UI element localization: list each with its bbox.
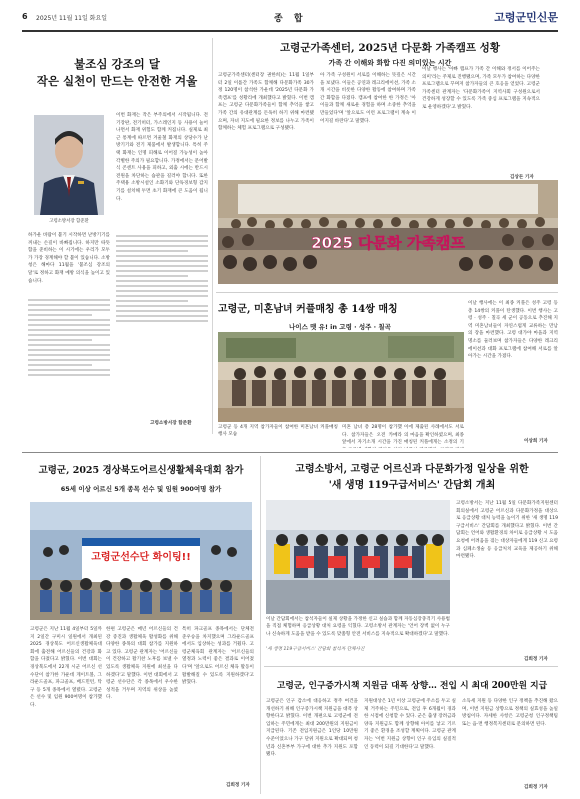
camp-col3-text: 이날 행사는 '아빠 랩프가 가족 간 이해와 정서를 이어주는 의미'라는 주제로 진행됐으며, 가족 모두가 참여하는 다양한 프로그램으로 꾸며져 참가자들의 큰 호응을 얻었다. 고령군가족센터 관계자는 '다문화가족이 지역사회 구성원으로서 건강하게 성장할 수 있도록 가족 중심 프로그램을 지속적으로 운영하겠다'고 밝혔다. [422, 67, 540, 110]
camp-col2 [320, 72, 416, 176]
portrait-caption: 고령소방서장 함준환 [49, 219, 89, 224]
sports-col2 [106, 626, 178, 790]
column-right-text: 이번 화재는 작은 부주의에서 시작됩니다. 전기장판, 전기히터, 가스레인지 등 사용이 늘어나면서 화재 위험도 함께 커집니다. 실제로 최근 통계에 따르면 겨울철 화재의 상당수가 난방기기와 전기 제품에서 발생합니다. 특히 주택 화재는 인명 피해로 이어질 가능성이 높아 각별한 주의가 필요합니다. 가정에서는 문어발식 콘센트 사용을 피하고, 외출 시에는 반드시 전원을 차단하는 습관을 길러야 합니다. 또한 주택용 소방시설인 소화기와 단독경보형 감지기를 설치해 두면 초기 화재에 큰 도움이 됩니다. [116, 113, 208, 202]
support-col2-text: 지원대상은 1년 이상 고령군에 주소를 두고 실제 거주하는 주민으로, 전입 후 6개월이 경과한 시점에 신청할 수 있다. 군은 출생 장려금과 양육 지원금도 함께 상향해 아이를 낳고 기르기 좋은 환경을 조성할 계획이다. 고령군 관계자는 '이번 지원금 상향이 인구 유입의 실질적인 동력이 되길 기대한다'고 말했다. [364, 699, 456, 750]
support-byline: 김희정 기자 [524, 785, 548, 790]
bottom-divider [260, 456, 261, 794]
column-body-right [116, 112, 208, 228]
columnist-portrait [34, 115, 104, 215]
column-byline: 고령소방서장 함준환 [150, 421, 192, 426]
fire-photo-caption [266, 616, 450, 646]
fire-col-right [456, 500, 558, 628]
camp-photo [218, 180, 558, 284]
sports-subtitle: 65세 이상 어르신 5개 종목 선수 및 임원 900여명 참가 [60, 485, 222, 493]
support-col1 [266, 698, 358, 790]
sports-photo [30, 502, 252, 620]
couples-col3 [342, 424, 402, 448]
divider-middle [22, 452, 558, 453]
fire-right-text: 고령소방서는 지난 11월 5일 다문화가족지원센터 회의실에서 고령군 어르신과 다문화가정을 대상으로 응급상황 대처 능력을 높이기 위한 '새 생명 119구급서비스' 간담회를 개최했다고 밝혔다. 이번 간담회는 언어와 생활환경의 차이로 응급상황 시 도움 요청에 어려움을 겪는 대상자들에게 119 신고 요령과 심폐소생술 등 응급처치 교육을 제공하기 위해 마련됐다. [456, 501, 558, 560]
sports-banner-text: 고령군선수단 화이팅!! [91, 552, 191, 563]
support-col3 [462, 698, 558, 780]
page-number: 6 [22, 12, 28, 21]
column-title-line1: 불조심 강조의 달 [74, 57, 160, 71]
column-body-left-cont [28, 296, 110, 424]
support-col3-text: 소득세 지원 등 다양한 인구 정책을 추진해 왔으며, 이번 지원금 상향으로 정책의 실효성을 높일 방침이다. 자세한 사항은 고령군청 인구정책팀 또는 읍·면 행정복지센터로 문의하면 된다. [462, 699, 558, 727]
divider-camp [216, 292, 558, 293]
camp-banner-text: 2025 다문화 가족캠프 [311, 234, 465, 252]
divider-support [264, 666, 558, 667]
couples-byline: 이상희 기자 [524, 439, 548, 444]
column-body-left [28, 232, 110, 292]
sports-col3-text: 특히 파크골프 종목에서는 단체전 준우승을 차지했으며 그라운드골프에서도 입상하는 성과를 거뒀다. 고령군체육회 관계자는 '어르신들의 열정과 노력이 좋은 결과로 이어졌다'며 '앞으로도 어르신 체육 활동이 활발해질 수 있도록 지원하겠다'고 밝혔다. [182, 627, 254, 686]
header-rule [22, 30, 558, 32]
newspaper-logo: 고령군민신문 [494, 11, 558, 24]
sports-byline: 김희정 기자 [226, 783, 250, 788]
issue-date: 2025년 11월 11일 화요일 [36, 15, 108, 22]
camp-subtitle: 가족 간 이해와 화합 다진 의미있는 시간 [328, 59, 452, 67]
fire-body-text: 이날 간담회에서는 참석자들이 실제 상황을 가정한 신고 실습과 함께 자동심장충격기 사용법을 직접 체험하며 응급상황 대처 요령을 익혔다. 고령소방서 관계자는 '언어 장벽 없이 누구나 신속하게 도움을 받을 수 있도록 맞춤형 안전 서비스를 지속적으로 확대하겠다'고 말했다. [266, 617, 450, 637]
sports-col1 [30, 626, 102, 790]
couples-col2-text: 이에 제출된 사례에서도 서로의 마음을 확인하였으며, 최종 매칭된 커플에게는 소정의 기 [404, 425, 464, 446]
support-title: 고령군, 인구증가시책 지원금 대폭 상향… 전입 시 최대 200만원 지급 [276, 681, 548, 691]
camp-col1-text: 고령군가족센터(센터장 권한희)는 11월 1일부터 2일 이틀간 가족도 함께해 다문화가족 30가정 120명이 참석한 가운데 '2025년 다문화 가족캠프'를 성황리에 개최했다고 밝혔다. 이번 캠프는 고령군 다문화가족들이 함께 추억을 쌓고 가족 간의 유대관계를 돈독히 하기 위해 마련됐으며, 자녀 지도에 필요한 정보를 나누고 가족이 함께하는 체험 프로그램으로 구성됐다. [218, 73, 314, 132]
couples-col2 [404, 424, 464, 448]
support-col1-text: 고령군은 인구 감소에 대응하고 정주 여건을 개선하기 위해 인구증가시책 지원금을 대폭 상향한다고 밝혔다. 이번 개편으로 고령군에 전입하는 주민에게는 최대 200만원의 지원금이 지급된다. 기존 전입지원금은 1인당 10만원 수준이었으나 가구 단위 지원으로 확대되며 청년과 신혼부부 가구에 대한 추가 지원도 포함됐다. [266, 699, 358, 758]
couples-title: 고령군, 미혼남녀 커플매칭 총 14쌍 매칭 [218, 304, 398, 315]
couples-col-right [468, 300, 558, 432]
page-header [22, 8, 558, 30]
section-name: 종 합 [274, 14, 307, 24]
sports-col2-text: 한편 고령군은 매년 어르신들의 건강 증진과 생활체육 활성화를 위해 다양한 종목의 대회 참가를 지원하고 있다. 고령군 관계자는 '어르신들이 건강하고 활기찬 노후를 보낼 수 있도록 생활체육 지원에 최선을 다하겠다'고 말했다. 이번 대회에서 고령군 선수단은 각 종목에서 우수한 성적을 거두며 지역의 위상을 높였다. [106, 627, 178, 701]
fire-caption-line: '새 생명 119구급서비스' 간담회 참석자 단체사진 [266, 647, 365, 652]
fire-photo [266, 500, 450, 614]
couples-subtitle: 나이스 맷 유! in 고령 · 성주 · 칠곡 [289, 323, 391, 331]
couples-photo-caption: 고령군 등 4개 지역 참가자들이 참여한 미혼남녀 커플매칭 행사 모습 [218, 425, 338, 438]
column-title [28, 56, 206, 90]
couples-text: 이날 행사에는 이 최종 커플은 성주 고령 등 총 14쌍의 커플이 탄생했다. 이번 행사는 고령 · 성주 · 칠곡 세 군이 공동으로 추진해 지역 미혼남녀들이 자연스럽게 교류하는 만남의 장을 마련했다. 고령 대가야 마을과 지역 명소를 둘러보며 참가자들은 다양한 레크리에이션과 대화 프로그램에 참여해 서로를 알아가는 시간을 가졌다. [468, 301, 558, 360]
column-left-text: 하가운 바람이 불기 시작하면 난방기기를 꺼내는 손길이 바빠집니다. 하지만 따뜻함을 준비하는 이 시기에는 우리가 모두가 가장 경계해야 할 불이 있습니다. 소방청은 해마다 11월을 '불조심 강조의 달'로 정하고 화재 예방 의식을 높이고 있습니다. [28, 233, 110, 284]
couples-photo [218, 332, 464, 422]
support-col2 [364, 698, 456, 790]
fire-byline: 김희정 기자 [524, 657, 548, 662]
column-body-right-cont [116, 232, 208, 372]
fire-title: 고령소방서, 고령군 어르신과 다문화가정 일상을 위한 [295, 464, 529, 475]
sports-col1-text: 고령군은 지난 11월 4일부터 5일까지 2일간 구미시 일원에서 개최된 2025 경상북도 어르신생활체육대회에 출전해 어르신들의 건강과 화합을 다졌다고 밝혔다. 이번 대회는 경상북도에서 22개 시군 어르신 선수단이 참가한 가운데 게이트볼, 그라운드골프, 파크골프, 배드민턴, 탁구 등 5개 종목에서 열렸다. 고령군은 선수 및 임원 900여명이 참가했다. [30, 627, 102, 708]
fire-subtitle: '새 생명 119구급서비스' 간담회 개최 [328, 480, 496, 491]
sports-col3 [182, 626, 254, 776]
camp-col3 [422, 66, 540, 180]
camp-title: 고령군가족센터, 2025년 다문화 가족캠프 성황 [280, 42, 500, 54]
column-title-line2: 작은 실천이 만드는 안전한 겨울 [36, 74, 198, 88]
column-divider [212, 38, 213, 434]
camp-col1 [218, 72, 314, 176]
sports-title: 고령군, 2025 경상북도어르신생활체육대회 참가 [38, 465, 244, 476]
camp-col2-text: 아 가족 구성원이 서로를 이해하는 뜻깊은 시간을 보냈다. 이들은 공연과 레크리에이션, 가족 소개 시간을 비롯한 다양한 활동에 참여하며 가족 간 화합을 다졌다. 캠프에 참여한 한 가정은 '아이들과 함께 새로운 경험을 하며 소중한 추억을 만들었다'며 '앞으로도 이런 프로그램이 계속 이어지길 바란다'고 말했다. [320, 73, 416, 124]
couples-col3-text: 미혼 남녀 총 28명이 참가했다. 참가자들은 오전 카메라 앞에서 자기소개 시간을 가진 [342, 425, 402, 446]
camp-byline: 김상돈 기자 [510, 175, 534, 180]
